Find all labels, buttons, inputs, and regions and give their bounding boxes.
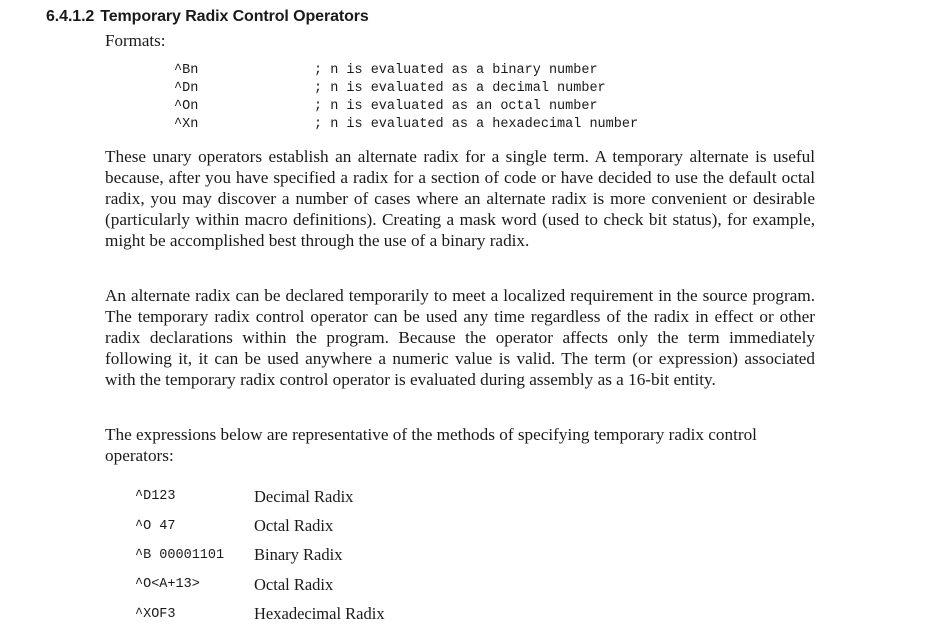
example-code: ^O 47 <box>135 518 176 534</box>
section-title: Temporary Radix Control Operators <box>100 8 369 25</box>
example-description: Octal Radix <box>254 574 334 594</box>
section-number: 6.4.1.2 <box>46 8 95 25</box>
format-comment: ; n is evaluated as a binary number <box>314 63 598 78</box>
format-operator: ^On <box>174 99 199 114</box>
example-row <box>135 511 385 540</box>
examples-list <box>135 482 385 629</box>
example-code: ^B 00001101 <box>135 547 225 563</box>
example-description: Octal Radix <box>254 516 334 536</box>
format-operator: ^Xn <box>174 117 199 132</box>
formats-label: Formats: <box>105 31 166 50</box>
example-row <box>135 600 385 629</box>
example-row <box>135 541 385 570</box>
paragraph-expressions-intro: The expressions below are representative of the methods of specifying temporary radix control operators: <box>105 425 757 466</box>
example-description: Decimal Radix <box>254 486 354 506</box>
example-description: Hexadecimal Radix <box>254 604 385 624</box>
section-heading <box>46 8 369 26</box>
format-row-octal <box>174 98 638 116</box>
example-description: Binary Radix <box>254 545 343 565</box>
format-row-decimal <box>174 80 638 98</box>
paragraph-alternate-radix: An alternate radix can be declared temporarily to meet a localized requirement in the source program. The temporary radix control operator can be used any time regardless of the radix in effect or other radix declarations within the program. Because the operator affects only the term immediately following it, it can be used anywhere a numeric value is valid. The term (or expression) associated with the temporary radix control operator is evaluated during assembly as a 16-bit entity. <box>105 286 815 390</box>
format-operator: ^Bn <box>174 63 199 78</box>
format-operator: ^Dn <box>174 81 199 96</box>
format-row-hexadecimal <box>174 116 638 134</box>
example-row <box>135 570 385 599</box>
example-code: ^D123 <box>135 489 176 505</box>
formats-list <box>174 62 638 134</box>
format-row-binary <box>174 62 638 80</box>
example-code: ^O<A+13> <box>135 577 200 593</box>
example-row <box>135 482 385 511</box>
paragraph-unary-operators: These unary operators establish an alternate radix for a single term. A temporary alternate is useful because, after you have specified a radix for a section of code or have decided to use the default octal radix, you may discover a number of cases where an alternate radix is more convenient or desirable (particularly within macro definitions). Creating a mask word (used to check bit status), for example, might be accomplished best through the use of a binary radix. <box>105 147 815 251</box>
format-comment: ; n is evaluated as an octal number <box>314 99 598 114</box>
format-comment: ; n is evaluated as a hexadecimal number <box>314 117 639 132</box>
example-code: ^XOF3 <box>135 606 176 622</box>
format-comment: ; n is evaluated as a decimal number <box>314 81 606 96</box>
